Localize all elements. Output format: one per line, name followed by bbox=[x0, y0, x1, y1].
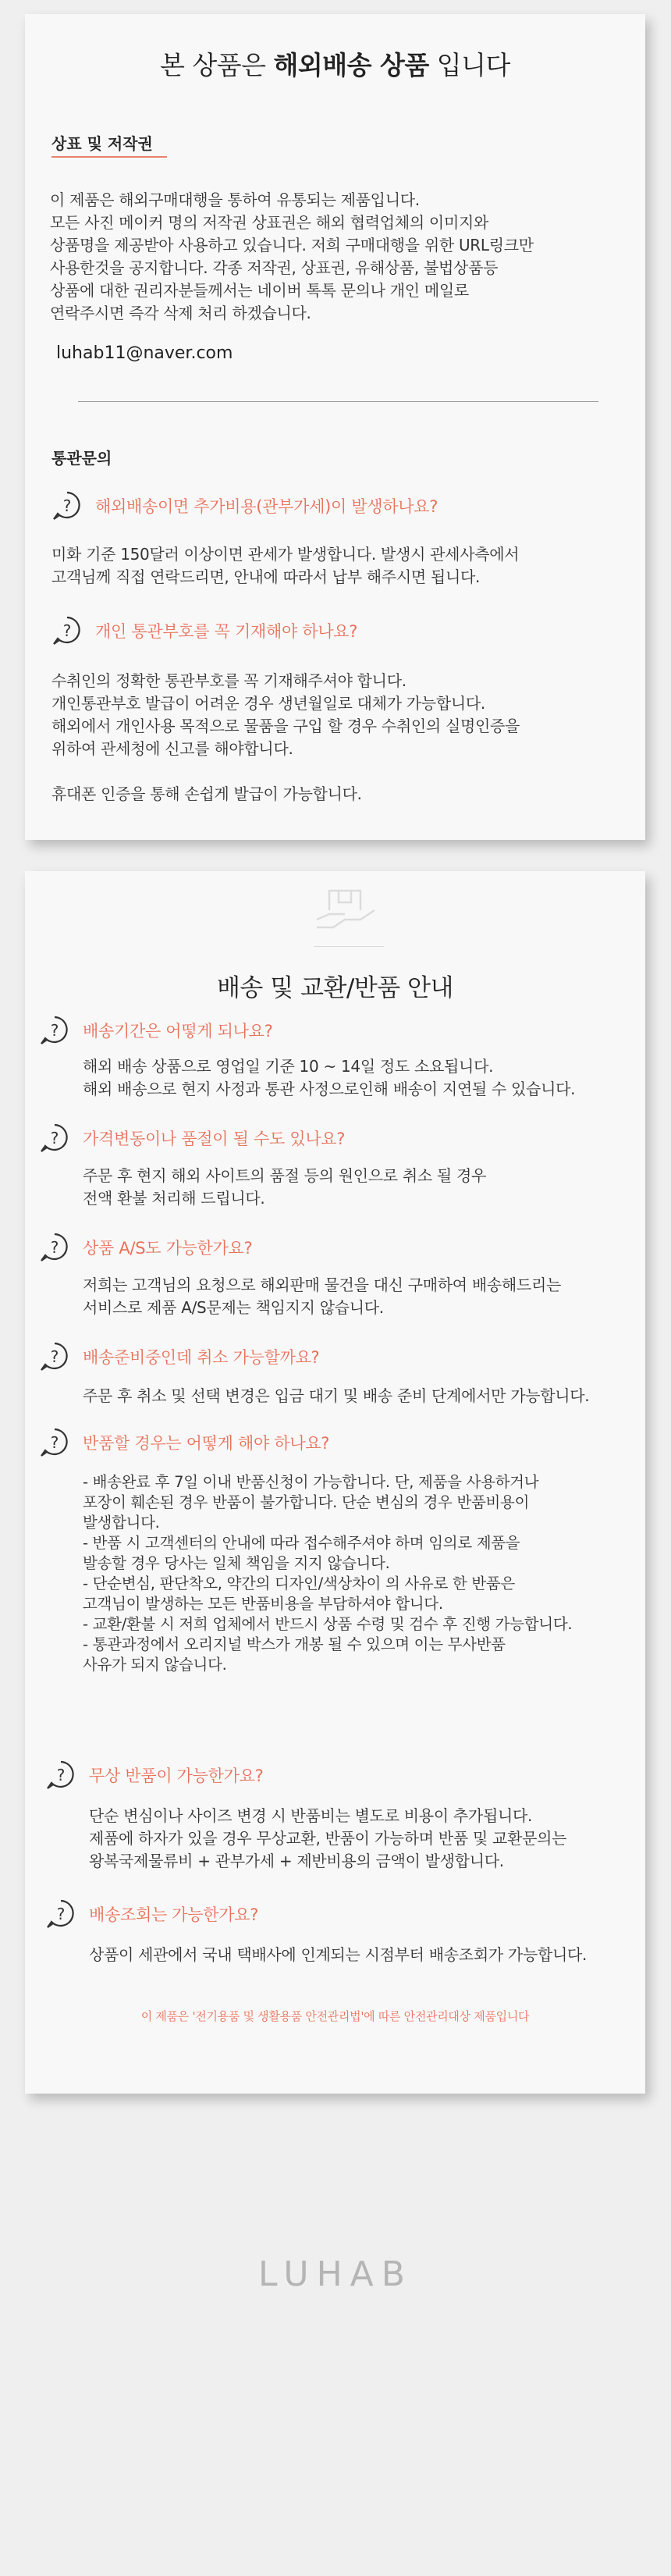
svg-text:?: ? bbox=[50, 1129, 59, 1147]
faq-question-text: 해외배송이면 추가비용(관부가세)이 발생하나요? bbox=[95, 497, 438, 516]
faq-answer: - 배송완료 후 7일 이내 반품신청이 가능합니다. 단, 제품을 사용하거나 포장이 훼손된 경우 반품이 불가합니다. 단순 변심의 경우 반품비용이 발생합니다. - 반품 시 고객센터의 안내에 따라 접수해주셔야 하며 임의로 제품을 발송할 경우 당사는 일체 책임을 지지 않습니다. - 단순변심, 판단착오, 약간의 디자인/색상차이 의 사유로 한 반품은 고객님이 발생하는 모든 반품비용을 부담하셔야 합니다. - 교환/환불 시 저희 업체에서 반드시 상품 수령 및 검수 후 진행 가능합니다. - 통관과정에서 오리지널 박스가 개봉 될 수 있으며 이는 무사반품 사유가 되지 않습니다. bbox=[83, 1473, 573, 1674]
faq-answer: 상품이 세관에서 국내 택배사에 인계되는 시점부터 배송조회가 가능합니다. bbox=[89, 1945, 588, 1964]
svg-text:?: ? bbox=[50, 1238, 59, 1257]
section-divider bbox=[78, 401, 598, 402]
faq-answer: 단순 변심이나 사이즈 변경 시 반품비는 별도로 비용이 추가됩니다. 제품에 하자가 있을 경우 무상교환, 반품이 가능하며 반품 및 교환문의는 왕복국제물류비 + 관부가세 + 제반비용의 금액이 발생합니다. bbox=[89, 1806, 567, 1870]
overseas-shipping-card bbox=[25, 14, 645, 840]
question-bubble-icon bbox=[51, 615, 83, 646]
faq-answer: 미화 기준 150달러 이상이면 관세가 발생합니다. 발생시 관세사측에서 고객님께 직접 연락드리면, 안내에 따라서 납부 해주시면 됩니다. bbox=[51, 545, 520, 586]
faq-question bbox=[39, 1123, 345, 1154]
trademark-underline bbox=[51, 156, 167, 158]
question-bubble-icon bbox=[39, 1015, 70, 1046]
icon-divider bbox=[314, 946, 384, 947]
question-bubble-icon bbox=[39, 1427, 70, 1458]
svg-text:?: ? bbox=[50, 1347, 59, 1366]
question-bubble-icon bbox=[39, 1232, 70, 1263]
faq-answer: 해외 배송 상품으로 영업일 기준 10 ~ 14일 정도 소요됩니다. 해외 배송으로 현지 사정과 통관 사정으로인해 배송이 지연될 수 있습니다. bbox=[83, 1057, 576, 1098]
faq-question bbox=[51, 490, 438, 521]
question-bubble-icon bbox=[39, 1123, 70, 1154]
faq-question-text: 반품할 경우는 어떻게 해야 하나요? bbox=[83, 1434, 330, 1453]
question-bubble-icon bbox=[51, 490, 83, 521]
faq-question bbox=[45, 1759, 263, 1791]
faq-question-text: 개인 통관부호를 꼭 기재해야 하나요? bbox=[95, 622, 358, 641]
question-bubble-icon bbox=[45, 1759, 76, 1791]
faq-question bbox=[39, 1427, 329, 1458]
delivery-box-icon bbox=[306, 879, 384, 945]
question-bubble-icon bbox=[45, 1898, 76, 1930]
svg-text:?: ? bbox=[50, 1433, 59, 1452]
contact-email[interactable]: luhab11@naver.com bbox=[56, 343, 233, 363]
faq-answer: 수취인의 정확한 통관부호를 꼭 기재해주셔야 합니다. 개인통관부호 발급이 어려운 경우 생년월일로 대체가 가능합니다. 해외에서 개인사용 목적으로 물품을 구입 할 경우 수취인의 실명인증을 위하여 관세청에 신고를 해야합니다. 휴대폰 인증을 통해 손쉽게 발급이 가능합니다. bbox=[51, 671, 520, 803]
card-title: 배송 및 교환/반품 안내 bbox=[216, 974, 454, 1002]
svg-text:?: ? bbox=[50, 1021, 59, 1040]
svg-text:?: ? bbox=[56, 1905, 66, 1923]
faq-question bbox=[39, 1232, 252, 1263]
svg-text:?: ? bbox=[62, 496, 72, 515]
trademark-text: 이 제품은 해외구매대행을 통하여 유통되는 제품입니다. 모든 사진 메이커 명의 저작권 상표권은 해외 협력업체의 이미지와 상품명을 제공받아 사용하고 있습니다. 저희 구매대행을 위한 URL링크만 사용한것을 공지합니다. 각종 저작권, 상표권, 유해상품, 불법상품등 상품에 대한 권리자분들께서는 네이버 톡톡 문의나 개인 메일로 연락주시면 즉각 삭제 처리 하겠습니다. bbox=[50, 190, 534, 322]
faq-question bbox=[39, 1341, 319, 1372]
shipping-return-card bbox=[25, 871, 645, 2094]
question-bubble-icon bbox=[39, 1341, 70, 1372]
faq-question-text: 상품 A/S도 가능한가요? bbox=[83, 1239, 253, 1258]
faq-question-text: 배송준비중인데 취소 가능할까요? bbox=[83, 1348, 320, 1367]
faq-question-text: 배송조회는 가능한가요? bbox=[89, 1905, 259, 1924]
customs-heading: 통관문의 bbox=[51, 449, 112, 468]
faq-answer: 주문 후 취소 및 선택 변경은 입금 대기 및 배송 준비 단계에서만 가능합니다. bbox=[83, 1386, 590, 1405]
faq-question bbox=[51, 615, 357, 646]
faq-question bbox=[45, 1898, 258, 1930]
brand-logo: LUHAB bbox=[258, 2254, 413, 2294]
faq-question-text: 배송기간은 어떻게 되나요? bbox=[83, 1022, 273, 1041]
faq-question-text: 가격변동이나 품절이 될 수도 있나요? bbox=[83, 1130, 346, 1148]
card-title: 본 상품은 해외배송 상품 입니다 bbox=[160, 50, 510, 80]
faq-question-text: 무상 반품이 가능한가요? bbox=[89, 1767, 264, 1785]
faq-question bbox=[39, 1015, 272, 1046]
svg-text:?: ? bbox=[62, 621, 72, 640]
trademark-heading: 상표 및 저작권 bbox=[51, 134, 153, 153]
faq-answer: 주문 후 현지 해외 사이트의 품절 등의 원인으로 취소 될 경우 전액 환불 처리해 드립니다. bbox=[83, 1166, 487, 1208]
svg-text:?: ? bbox=[56, 1766, 66, 1784]
safety-notice: 이 제품은 '전기용품 및 생활용품 안전관리법'에 따른 안전관리대상 제품입니다 bbox=[140, 2009, 530, 2023]
faq-answer: 저희는 고객님의 요청으로 해외판매 물건을 대신 구매하여 배송해드리는 서비스로 제품 A/S문제는 책임지지 않습니다. bbox=[83, 1276, 562, 1317]
